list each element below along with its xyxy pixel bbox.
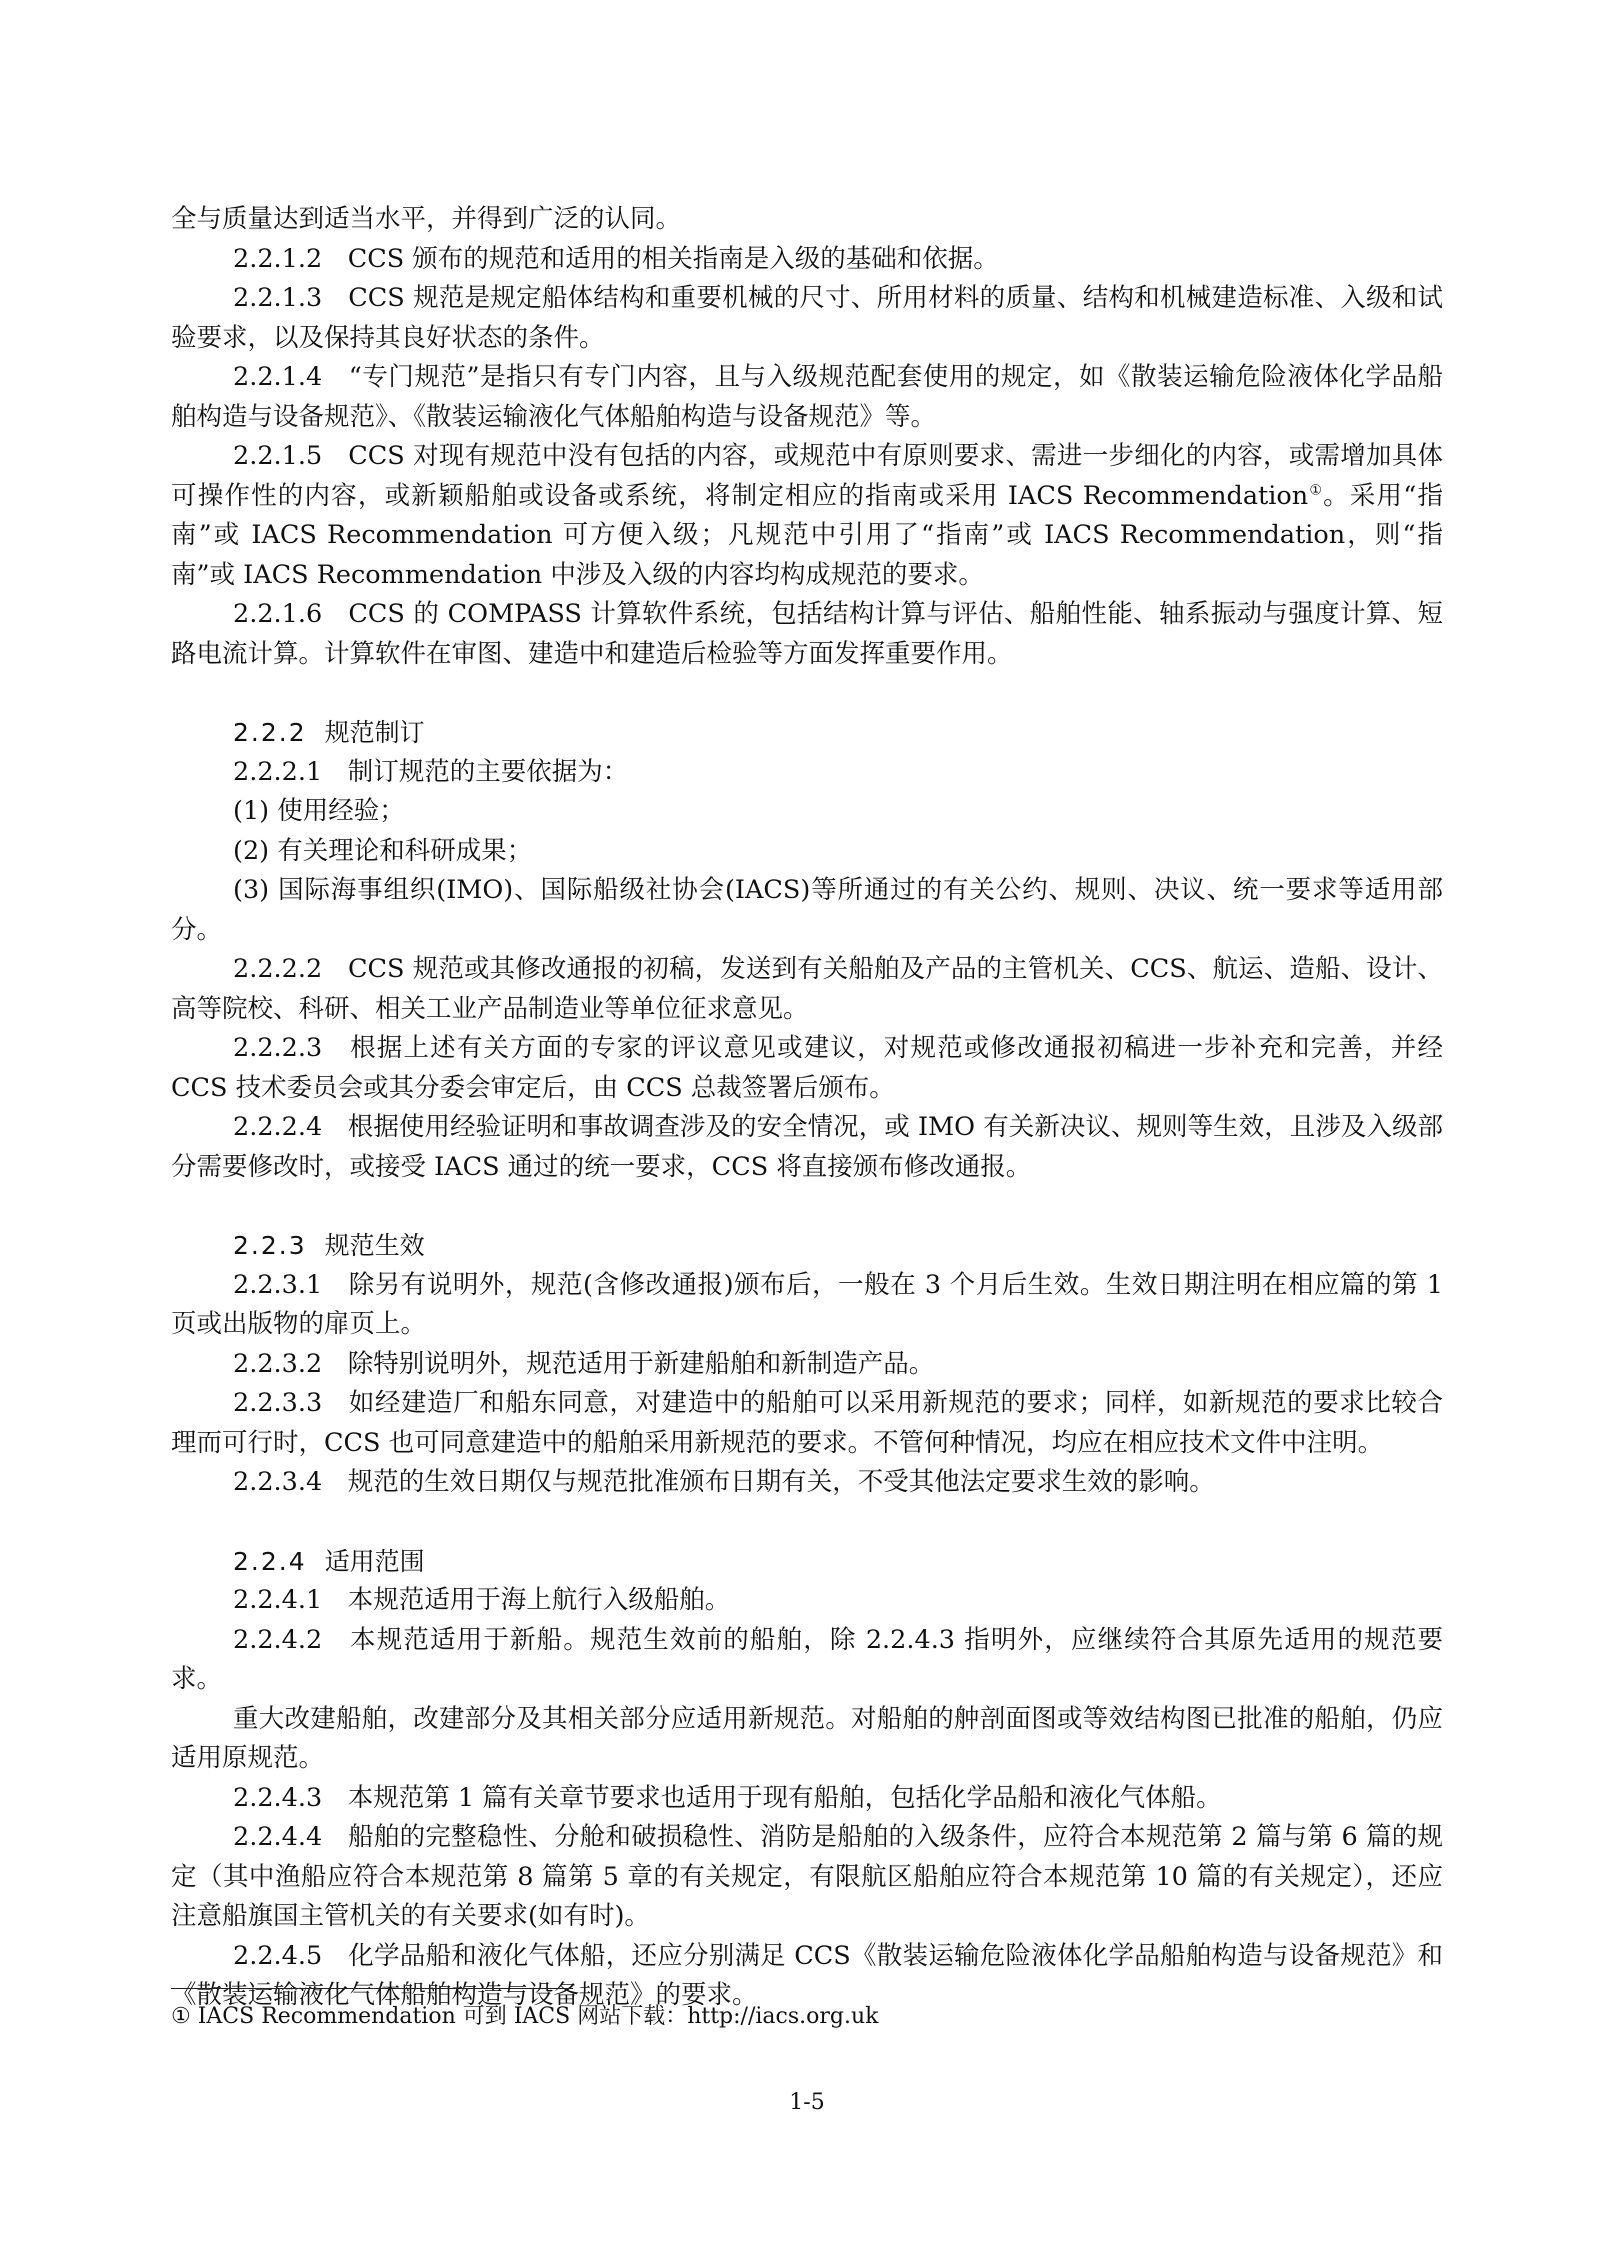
- footnote-marker: ①: [1308, 482, 1324, 498]
- footnote: ① IACS Recommendation 可到 IACS 网站下载：http://iacs.org.uk: [171, 2004, 879, 2029]
- paragraph-text: (2) 有关理论和科研成果；: [233, 835, 533, 866]
- paragraph-text: 2.2.4.3 本规范第 1 篇有关章节要求也适用于现有船舶，包括化学品船和液化气体船。: [233, 1782, 1222, 1813]
- paragraph-text: 2.2.2.3 根据上述有关方面的专家的评议意见或建议，对规范或修改通报初稿进一步补充和完善，并经 CCS 技术委员会或其分委会审定后，由 CCS 总裁签署后颁布。: [171, 1033, 1443, 1103]
- paragraph: [171, 240, 1443, 280]
- paragraph-text: (3) 国际海事组织(IMO)、国际船级社协会(IACS)等所通过的有关公约、规则、决议、统一要求等适用部分。: [171, 875, 1443, 945]
- paragraph: [171, 753, 1443, 793]
- paragraph-text: 2.2.1.6 CCS 的 COMPASS 计算软件系统，包括结构计算与评估、船舶性能、轴系振动与强度计算、短路电流计算。计算软件在审图、建造中和建造后检验等方面发挥重要作用。: [171, 599, 1443, 669]
- paragraph: [171, 1818, 1443, 1937]
- paragraph-text: 2.2.2.4 根据使用经验证明和事故调查涉及的安全情况，或 IMO 有关新决议、规则等生效，且涉及入级部分需要修改时，或接受 IACS 通过的统一要求，CCS 将直接颁布修改通报。: [171, 1112, 1443, 1182]
- paragraph-text: 2.2.1.2 CCS 颁布的规范和适用的相关指南是入级的基础和依据。: [233, 243, 999, 274]
- section-heading: [171, 1542, 1443, 1582]
- paragraph-text: 2.2.3.3 如经建造厂和船东同意，对建造中的船舶可以采用新规范的要求；同样，如新规范的要求比较合理而可行时，CCS 也可同意建造中的船舶采用新规范的要求。不管何种情况，均应在相应技术文件中注明。: [171, 1388, 1443, 1458]
- paragraph: [171, 437, 1443, 595]
- section-heading: [171, 1226, 1443, 1266]
- paragraph-text: 全与质量达到适当水平，并得到广泛的认同。: [171, 204, 682, 234]
- paragraph: [171, 1700, 1443, 1779]
- paragraph: [171, 871, 1443, 950]
- paragraph-text: 2.2.4.2 本规范适用于新船。规范生效前的船舶，除 2.2.4.3 指明外，应继续符合其原先适用的规范要求。: [171, 1624, 1443, 1694]
- paragraph: [171, 200, 1443, 240]
- paragraph-text: 2.2.3.2 除特别说明外，规范适用于新建船舶和新制造产品。: [233, 1348, 935, 1379]
- paragraph-text: 重大改建船舶，改建部分及其相关部分应适用新规范。对船舶的舯剖面图或等效结构图已批准的船舶，仍应适用原规范。: [171, 1703, 1443, 1773]
- paragraph-text: 2.2.3.4 规范的生效日期仅与规范批准颁布日期有关，不受其他法定要求生效的影响。: [233, 1467, 1215, 1497]
- paragraph: [171, 1108, 1443, 1187]
- paragraph-text: 2.2.4.4 船舶的完整稳性、分舱和破损稳性、消防是船舶的入级条件，应符合本规范第 2 篇与第 6 篇的规定（其中渔船应符合本规范第 8 篇第 5 章的有关规定，有限航区船舶应符合本规范第 10 篇的有关规定），还应注意船旗国主管机关的有关要求(如有时)。: [171, 1822, 1443, 1931]
- paragraph: [171, 1581, 1443, 1621]
- paragraph: [171, 1463, 1443, 1503]
- section-number: 2.2.2: [233, 718, 307, 747]
- paragraph-tail: 。采用“指南”或 IACS Recommendation 可方便入级；凡规范中引用了“指南”或 IACS Recommendation，则“指南”或 IACS Recommendation 中涉及入级的内容均构成规范的要求。: [171, 480, 1443, 590]
- paragraph: [171, 1621, 1443, 1700]
- section-title: 适用范围: [324, 1546, 425, 1576]
- section-heading: [171, 713, 1443, 753]
- section-number: 2.2.3: [233, 1231, 307, 1260]
- body-text: [171, 200, 1443, 2016]
- section-title: 规范生效: [324, 1231, 425, 1260]
- paragraph-text: 2.2.4.5 化学品船和液化气体船，还应分别满足 CCS《散装运输危险液体化学品船舶构造与设备规范》和《散装运输液化气体船舶构造与设备规范》的要求。: [171, 1940, 1443, 2010]
- paragraph-text: 2.2.3.1 除另有说明外，规范(含修改通报)颁布后，一般在 3 个月后生效。生效日期注明在相应篇的第 1 页或出版物的扉页上。: [171, 1269, 1443, 1339]
- paragraph-text: 2.2.1.5 CCS 对现有规范中没有包括的内容，或规范中有原则要求、需进一步细化的内容，或需增加具体可操作性的内容，或新颖船舶或设备或系统，将制定相应的指南或采用 IACS Recommendation: [171, 441, 1443, 511]
- paragraph-text: (1) 使用经验；: [233, 796, 405, 826]
- section-number: 2.2.4: [233, 1546, 307, 1576]
- section-title: 规范制订: [324, 718, 425, 747]
- paragraph-text: 2.2.4.1 本规范适用于海上航行入级船舶。: [233, 1585, 731, 1615]
- paragraph: [171, 279, 1443, 358]
- page-number: 1-5: [789, 2090, 825, 2115]
- paragraph: [171, 950, 1443, 1029]
- paragraph: [171, 1384, 1443, 1463]
- paragraph: [171, 1345, 1443, 1385]
- paragraph: [171, 595, 1443, 674]
- paragraph-text: 2.2.2.2 CCS 规范或其修改通报的初稿，发送到有关船舶及产品的主管机关、CCS、航运、造船、设计、高等院校、科研、相关工业产品制造业等单位征求意见。: [171, 954, 1443, 1024]
- paragraph: [171, 358, 1443, 437]
- paragraph: [171, 1266, 1443, 1345]
- paragraph: [171, 1029, 1443, 1108]
- paragraph: [171, 792, 1443, 832]
- paragraph-text: 2.2.1.3 CCS 规范是规定船体结构和重要机械的尺寸、所用材料的质量、结构和机械建造标准、入级和试验要求，以及保持其良好状态的条件。: [171, 283, 1443, 353]
- paragraph-text: 2.2.2.1 制订规范的主要依据为：: [233, 756, 629, 787]
- paragraph: [171, 1779, 1443, 1819]
- paragraph: [171, 832, 1443, 872]
- paragraph-text: 2.2.1.4 “专门规范”是指只有专门内容，且与入级规范配套使用的规定，如《散装运输危险液体化学品船舶构造与设备规范》、《散装运输液化气体船舶构造与设备规范》等。: [171, 362, 1443, 432]
- footnote-separator: [171, 1988, 573, 1989]
